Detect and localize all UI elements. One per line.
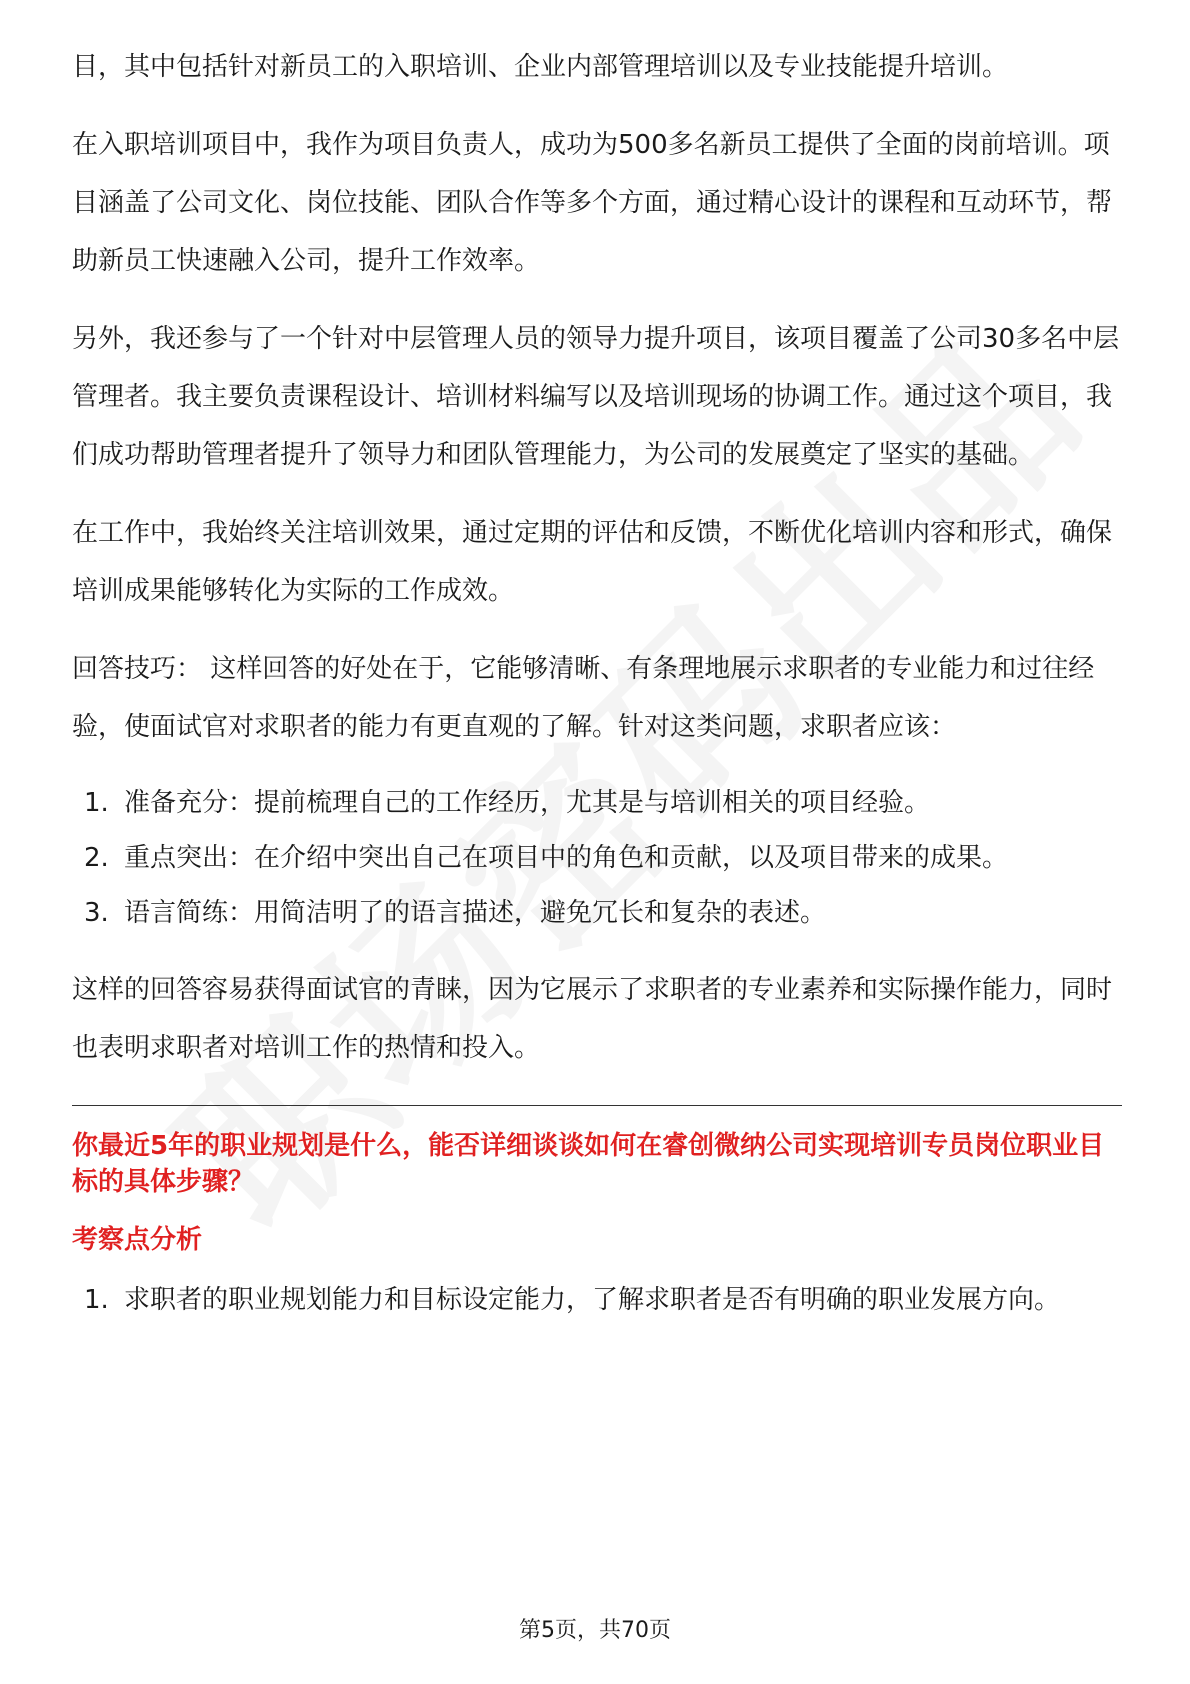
tips-list bbox=[72, 776, 1122, 941]
list-number: 1. bbox=[84, 788, 109, 818]
analysis-heading: 考察点分析 bbox=[72, 1225, 203, 1255]
analysis-list bbox=[72, 1272, 1122, 1328]
list-item-text: 语言简练：用简洁明了的语言描述，避免冗长和复杂的表述。 bbox=[124, 898, 827, 928]
list-item bbox=[72, 886, 1122, 941]
list-number: 3. bbox=[84, 898, 109, 928]
list-item-text: 求职者的职业规划能力和目标设定能力，了解求职者是否有明确的职业发展方向。 bbox=[124, 1285, 1061, 1315]
section-divider bbox=[72, 1105, 1122, 1106]
paragraph: 在工作中，我始终关注培训效果，通过定期的评估和反馈，不断优化培训内容和形式，确保培训成果能够转化为实际的工作成效。 bbox=[72, 518, 1113, 606]
closing-paragraph: 这样的回答容易获得面试官的青睐，因为它展示了求职者的专业素养和实际操作能力，同时也表明求职者对培训工作的热情和投入。 bbox=[72, 975, 1113, 1063]
page-footer: 第5页，共70页 bbox=[519, 1618, 671, 1643]
paragraph: 目，其中包括针对新员工的入职培训、企业内部管理培训以及专业技能提升培训。 bbox=[72, 52, 1009, 82]
interview-question: 你最近5年的职业规划是什么，能否详细谈谈如何在睿创微纳公司实现培训专员岗位职业目标的具体步骤？ bbox=[72, 1131, 1105, 1197]
list-item-text: 准备充分：提前梳理自己的工作经历，尤其是与培训相关的项目经验。 bbox=[124, 788, 931, 818]
paragraph: 另外，我还参与了一个针对中层管理人员的领导力提升项目，该项目覆盖了公司30多名中层管理者。我主要负责课程设计、培训材料编写以及培训现场的协调工作。通过这个项目，我们成功帮助管理者提升了领导力和团队管理能力，为公司的发展奠定了坚实的基础。 bbox=[72, 324, 1120, 470]
list-number: 1. bbox=[84, 1285, 109, 1315]
list-item bbox=[72, 776, 1122, 831]
list-item-text: 重点突出：在介绍中突出自己在项目中的角色和贡献，以及项目带来的成果。 bbox=[124, 843, 1009, 873]
document-page bbox=[72, 38, 1122, 1328]
answer-tips-paragraph: 回答技巧： 这样回答的好处在于，它能够清晰、有条理地展示求职者的专业能力和过往经验，使面试官对求职者的能力有更直观的了解。针对这类问题，求职者应该： bbox=[72, 654, 1095, 742]
list-item bbox=[72, 831, 1122, 886]
list-item bbox=[72, 1272, 1122, 1328]
paragraph: 在入职培训项目中，我作为项目负责人，成功为500多名新员工提供了全面的岗前培训。项目涵盖了公司文化、岗位技能、团队合作等多个方面，通过精心设计的课程和互动环节，帮助新员工快速融入公司，提升工作效率。 bbox=[72, 130, 1113, 276]
list-number: 2. bbox=[84, 843, 109, 873]
